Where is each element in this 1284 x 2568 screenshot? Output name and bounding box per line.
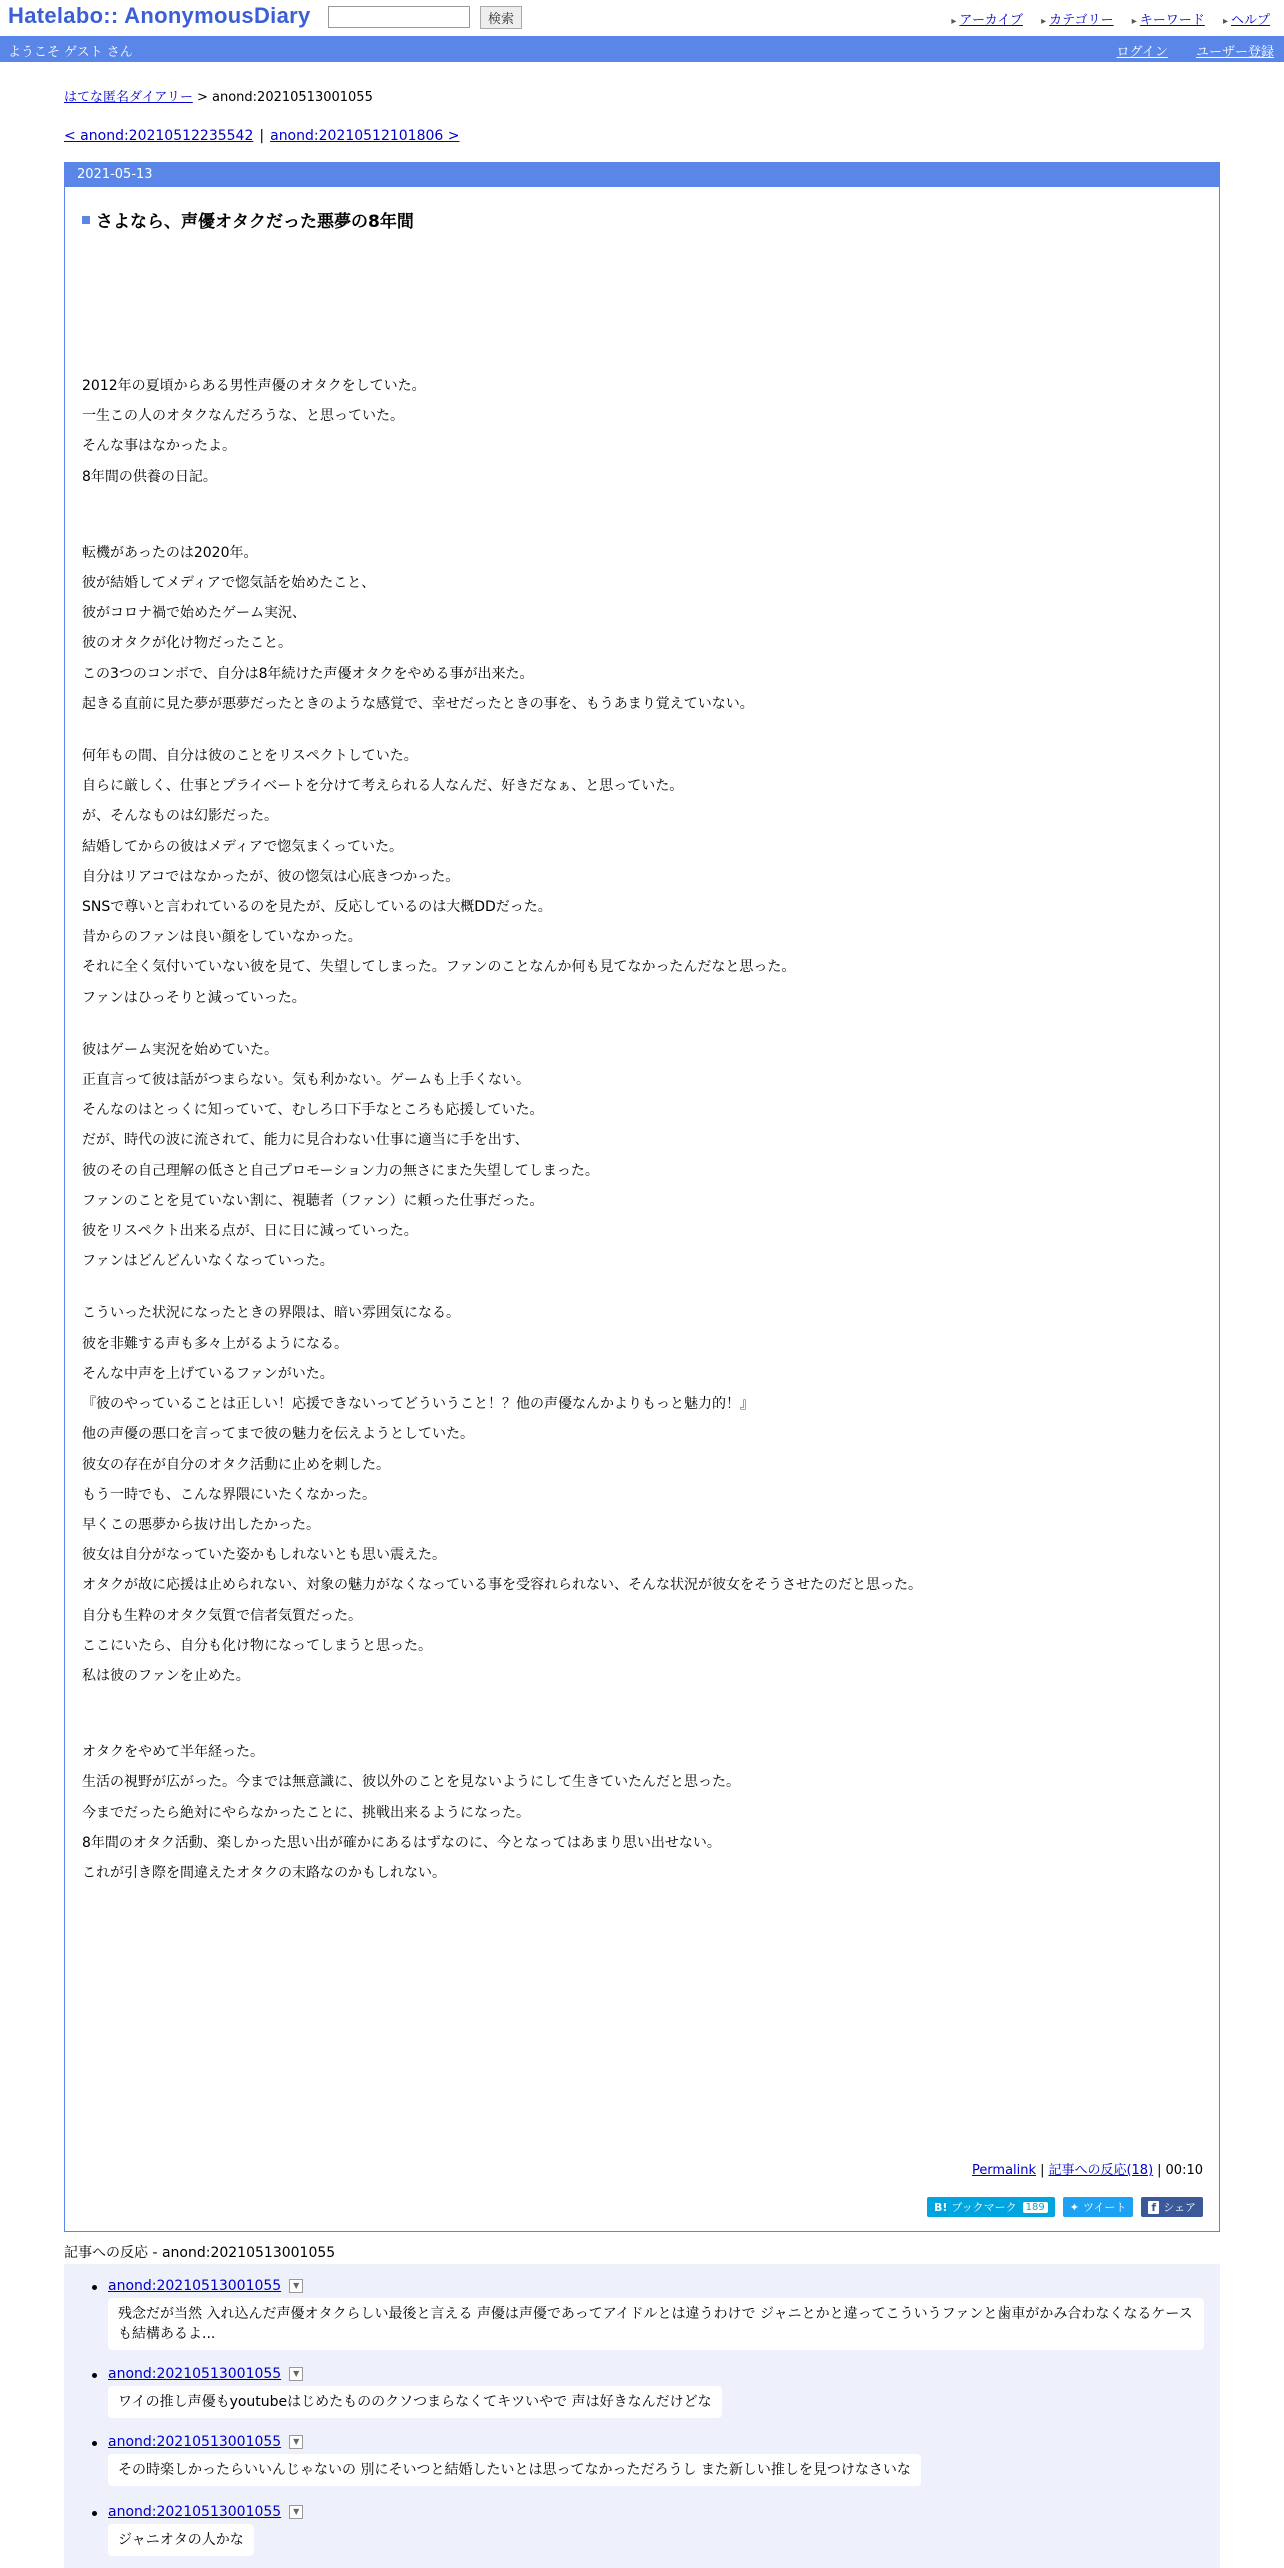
entry-line: オタクが故に応援は止められない、対象の魅力がなくなっている事を受容れられない、そんな状況が彼女をそうさせたのだと思った。 [82, 1577, 922, 1594]
entry-line: 彼がコロナ禍で始めたゲーム実況、 [82, 605, 306, 622]
reaction-excerpt: その時楽しかったらいいんじゃないの 別にそいつと結婚したいとは思ってなかっただろうし また新しい推しを見つけなさいな [108, 2454, 921, 2486]
footer-separator: | [1157, 2163, 1162, 2178]
top-nav [937, 9, 1270, 28]
hatena-b-icon: B! [934, 2200, 948, 2214]
entry-line: 彼を非難する声も多々上がるようになる。 [82, 1335, 348, 1352]
entry-paragraph [82, 1298, 1202, 1691]
entry-line: だが、時代の波に流されて、能力に見合わない仕事に適当に手を出す、 [82, 1132, 529, 1149]
entry-line: ファンのことを見ていない割に、視聴者（ファン）に頼った仕事だった。 [82, 1192, 544, 1209]
entry-line: もう一時でも、こんな界隈にいたくなかった。 [82, 1486, 376, 1503]
entry-line: それに全く気付いていない彼を見て、失望してしまった。ファンのことなんか何も見てなかったんだなと思った。 [82, 959, 796, 976]
breadcrumb [64, 86, 373, 105]
reaction-link[interactable]: anond:20210513001055 [108, 2434, 282, 2450]
entry-line: 昔からのファンは良い顔をしていなかった。 [82, 929, 362, 946]
hatena-bookmark-label: ブックマーク [951, 2201, 1017, 2214]
reactions-heading-id: anond:20210513001055 [161, 2245, 336, 2261]
entry-line: こういった状況になったときの界隈は、暗い雰囲気になる。 [82, 1305, 460, 1322]
entry-line: 彼女は自分がなっていた姿かもしれないとも思い震えた。 [82, 1547, 446, 1564]
entry-line: 彼女の存在が自分のオタク活動に止めを刺した。 [82, 1456, 390, 1473]
share-label: シェア [1163, 2201, 1196, 2214]
entry-line: 何年もの間、自分は彼のことをリスペクトしていた。 [82, 748, 418, 765]
search-input[interactable] [328, 6, 470, 28]
prev-entry-link[interactable]: < anond:20210512235542 [64, 128, 254, 144]
entry-line: これが引き際を間違えたオタクの末路なのかもしれない。 [82, 1864, 446, 1881]
entry-line: そんなのはとっくに知っていて、むしろ口下手なところも応援していた。 [82, 1102, 544, 1119]
entry-title-text: さよなら、声優オタクだった悪夢の8年間 [96, 212, 414, 232]
arrow-icon: ▸ [1041, 16, 1047, 27]
reaction-excerpt: 残念だが当然 入れ込んだ声優オタクらしい最後と言える 声優は声優であってアイドルとは違うわけで ジャニとかと違ってこういうファンと歯車がかみ合わなくなるケースも結構あるよ... [108, 2298, 1204, 2350]
entry-line: 生活の視野が広がった。今までは無意識に、彼以外のことを見ないようにして生きていたんだと思った。 [82, 1774, 740, 1791]
reactions-count-link[interactable]: 記事への反応(18) [1048, 2163, 1154, 2178]
nav-help-link[interactable]: ヘルプ [1230, 13, 1270, 28]
bullet [92, 2373, 97, 2378]
entry-line: 彼のその自己理解の低さと自己プロモーション力の無さにまた失望してしまった。 [82, 1162, 599, 1179]
entry-line: 自分も生粋のオタク気質で信者気質だった。 [82, 1607, 362, 1624]
entry-paragraph [82, 1737, 1202, 1888]
entry-line: 『彼のやっていることは正しい！応援できないってどういうこと！？他の声優なんかよりもっと魅力的！』 [82, 1396, 754, 1413]
entry-line: 自分はリアコではなかったが、彼の惚気は心底きつかった。 [82, 868, 460, 885]
facebook-icon: f [1148, 2201, 1159, 2214]
reactions-heading-label: 記事への反応 - [64, 2245, 158, 2261]
bullet [92, 2441, 97, 2446]
chevron-down-icon[interactable]: ▼ [289, 2367, 303, 2381]
chevron-down-icon[interactable]: ▼ [289, 2279, 303, 2293]
entry-line: 2012年の夏頃からある男性声優のオタクをしていた。 [82, 378, 426, 394]
entry-line: そんな事はなかったよ。 [82, 438, 236, 455]
footer-separator: | [1040, 2163, 1045, 2178]
entry-line: ファンはひっそりと減っていった。 [82, 989, 306, 1006]
hatena-bookmark-button[interactable] [927, 2197, 1055, 2217]
entry-line: SNSで尊いと言われているのを見たが、反応しているのは大概DDだった。 [82, 899, 552, 916]
arrow-icon: ▸ [1222, 16, 1228, 27]
breadcrumb-separator: > [196, 90, 213, 105]
entry-line: 正直言って彼は話がつまらない。気も利かない。ゲームも上手くない。 [82, 1072, 530, 1089]
breadcrumb-root-link[interactable]: はてな匿名ダイアリー [64, 90, 193, 105]
register-link[interactable]: ユーザー登録 [1195, 45, 1274, 60]
next-entry-link[interactable]: anond:20210512101806 > [270, 128, 460, 144]
entry-line: が、そんなものは幻影だった。 [82, 808, 278, 825]
permalink[interactable]: Permalink [971, 2163, 1037, 2178]
entry-paragraph [82, 538, 1202, 719]
entry-line: 今までだったら絶対にやらなかったことに、挑戦出来るようになった。 [82, 1804, 530, 1821]
reaction-link[interactable]: anond:20210513001055 [108, 2504, 282, 2520]
login-link[interactable]: ログイン [1116, 45, 1168, 60]
reaction-excerpt: ワイの推し声優もyoutubeはじめたもののクソつまらなくてキツいやで 声は好きなんだけどな [108, 2386, 722, 2418]
entry-body [82, 349, 1202, 1888]
entry-line: 自らに厳しく、仕事とプライベートを分けて考えられる人なんだ、好きだなぁ、と思っていた。 [82, 778, 684, 795]
reaction-link[interactable]: anond:20210513001055 [108, 2278, 282, 2294]
entry-line: 彼はゲーム実況を始めていた。 [82, 1041, 278, 1058]
reaction-link[interactable]: anond:20210513001055 [108, 2366, 282, 2382]
share-buttons [927, 2197, 1203, 2217]
entry-line: 8年間のオタク活動、楽しかった思い出が確かにあるはずなのに、今となってはあまり思い出せない。 [82, 1834, 721, 1851]
entry-line: 私は彼のファンを止めた。 [82, 1667, 250, 1684]
entry-line: 結婚してからの彼はメディアで惚気まくっていた。 [82, 838, 404, 855]
entry-paragraph [82, 1035, 1202, 1277]
entry-line: 転機があったのは2020年。 [82, 544, 258, 561]
entry-line: 彼のオタクが化け物だったこと。 [82, 635, 292, 652]
nav-category-link[interactable]: カテゴリー [1049, 13, 1114, 28]
nav-archive-link[interactable]: アーカイブ [959, 13, 1023, 28]
entry-paragraph [82, 371, 1202, 492]
entry-line: 彼をリスペクト出来る点が、日に日に減っていった。 [82, 1223, 418, 1240]
search-button[interactable]: 検索 [480, 6, 522, 29]
entry-line: オタクをやめて半年経った。 [82, 1744, 264, 1761]
top-header [0, 0, 1284, 36]
entry-line: そんな中声を上げているファンがいた。 [82, 1365, 334, 1382]
breadcrumb-current: anond:20210513001055 [212, 90, 373, 105]
chevron-down-icon[interactable]: ▼ [289, 2435, 303, 2449]
reaction-excerpt: ジャニオタの人かな [108, 2524, 254, 2556]
welcome-text: ようこそ ゲスト さん [8, 45, 133, 60]
bookmark-count: 189 [1023, 2202, 1048, 2213]
entry-line: 早くこの悪夢から抜け出したかった。 [82, 1516, 320, 1533]
pager-separator: | [259, 128, 265, 144]
entry-date: 2021-05-13 [65, 163, 1219, 187]
entry-paragraph [82, 741, 1202, 1013]
entry-line: 他の声優の悪口を言ってまで彼の魅力を伝えようとしていた。 [82, 1426, 474, 1443]
tweet-label: ツイート [1082, 2201, 1127, 2214]
title-square-icon[interactable] [82, 216, 90, 224]
facebook-share-button[interactable] [1141, 2197, 1203, 2217]
arrow-icon: ▸ [951, 16, 957, 27]
welcome-bar [0, 36, 1284, 62]
entry-line: 起きる直前に見た夢が悪夢だったときのような感覚で、幸せだったときの事を、もうあまり覚えていない。 [82, 695, 754, 712]
chevron-down-icon[interactable]: ▼ [289, 2505, 303, 2519]
entry-title [82, 207, 414, 232]
reactions-list [64, 2264, 1220, 2568]
diary-entry [64, 162, 1220, 2232]
entry-pager [64, 128, 460, 144]
reactions-heading [64, 2242, 1220, 2266]
arrow-icon: ▸ [1131, 16, 1137, 27]
entry-line: ファンはどんどんいなくなっていった。 [82, 1253, 334, 1270]
entry-time: 00:10 [1165, 2163, 1203, 2178]
tweet-button[interactable] [1063, 2197, 1134, 2217]
twitter-bird-icon: ✦ [1069, 2200, 1079, 2214]
entry-line: この3つのコンボで、自分は8年続けた声優オタクをやめる事が出来た。 [82, 665, 534, 682]
site-logo[interactable]: Hatelabo:: AnonymousDiary [8, 3, 311, 28]
nav-keyword-link[interactable]: キーワード [1139, 13, 1205, 28]
entry-line: ここにいたら、自分も化け物になってしまうと思った。 [82, 1637, 432, 1654]
entry-line: 彼が結婚してメディアで惚気話を始めたこと、 [82, 575, 376, 592]
entry-line: 一生この人のオタクなんだろうな、と思っていた。 [82, 408, 404, 425]
entry-line: 8年間の供養の日記。 [82, 468, 217, 485]
entry-footer [972, 2159, 1203, 2178]
bullet [92, 2511, 97, 2516]
bullet [92, 2285, 97, 2290]
